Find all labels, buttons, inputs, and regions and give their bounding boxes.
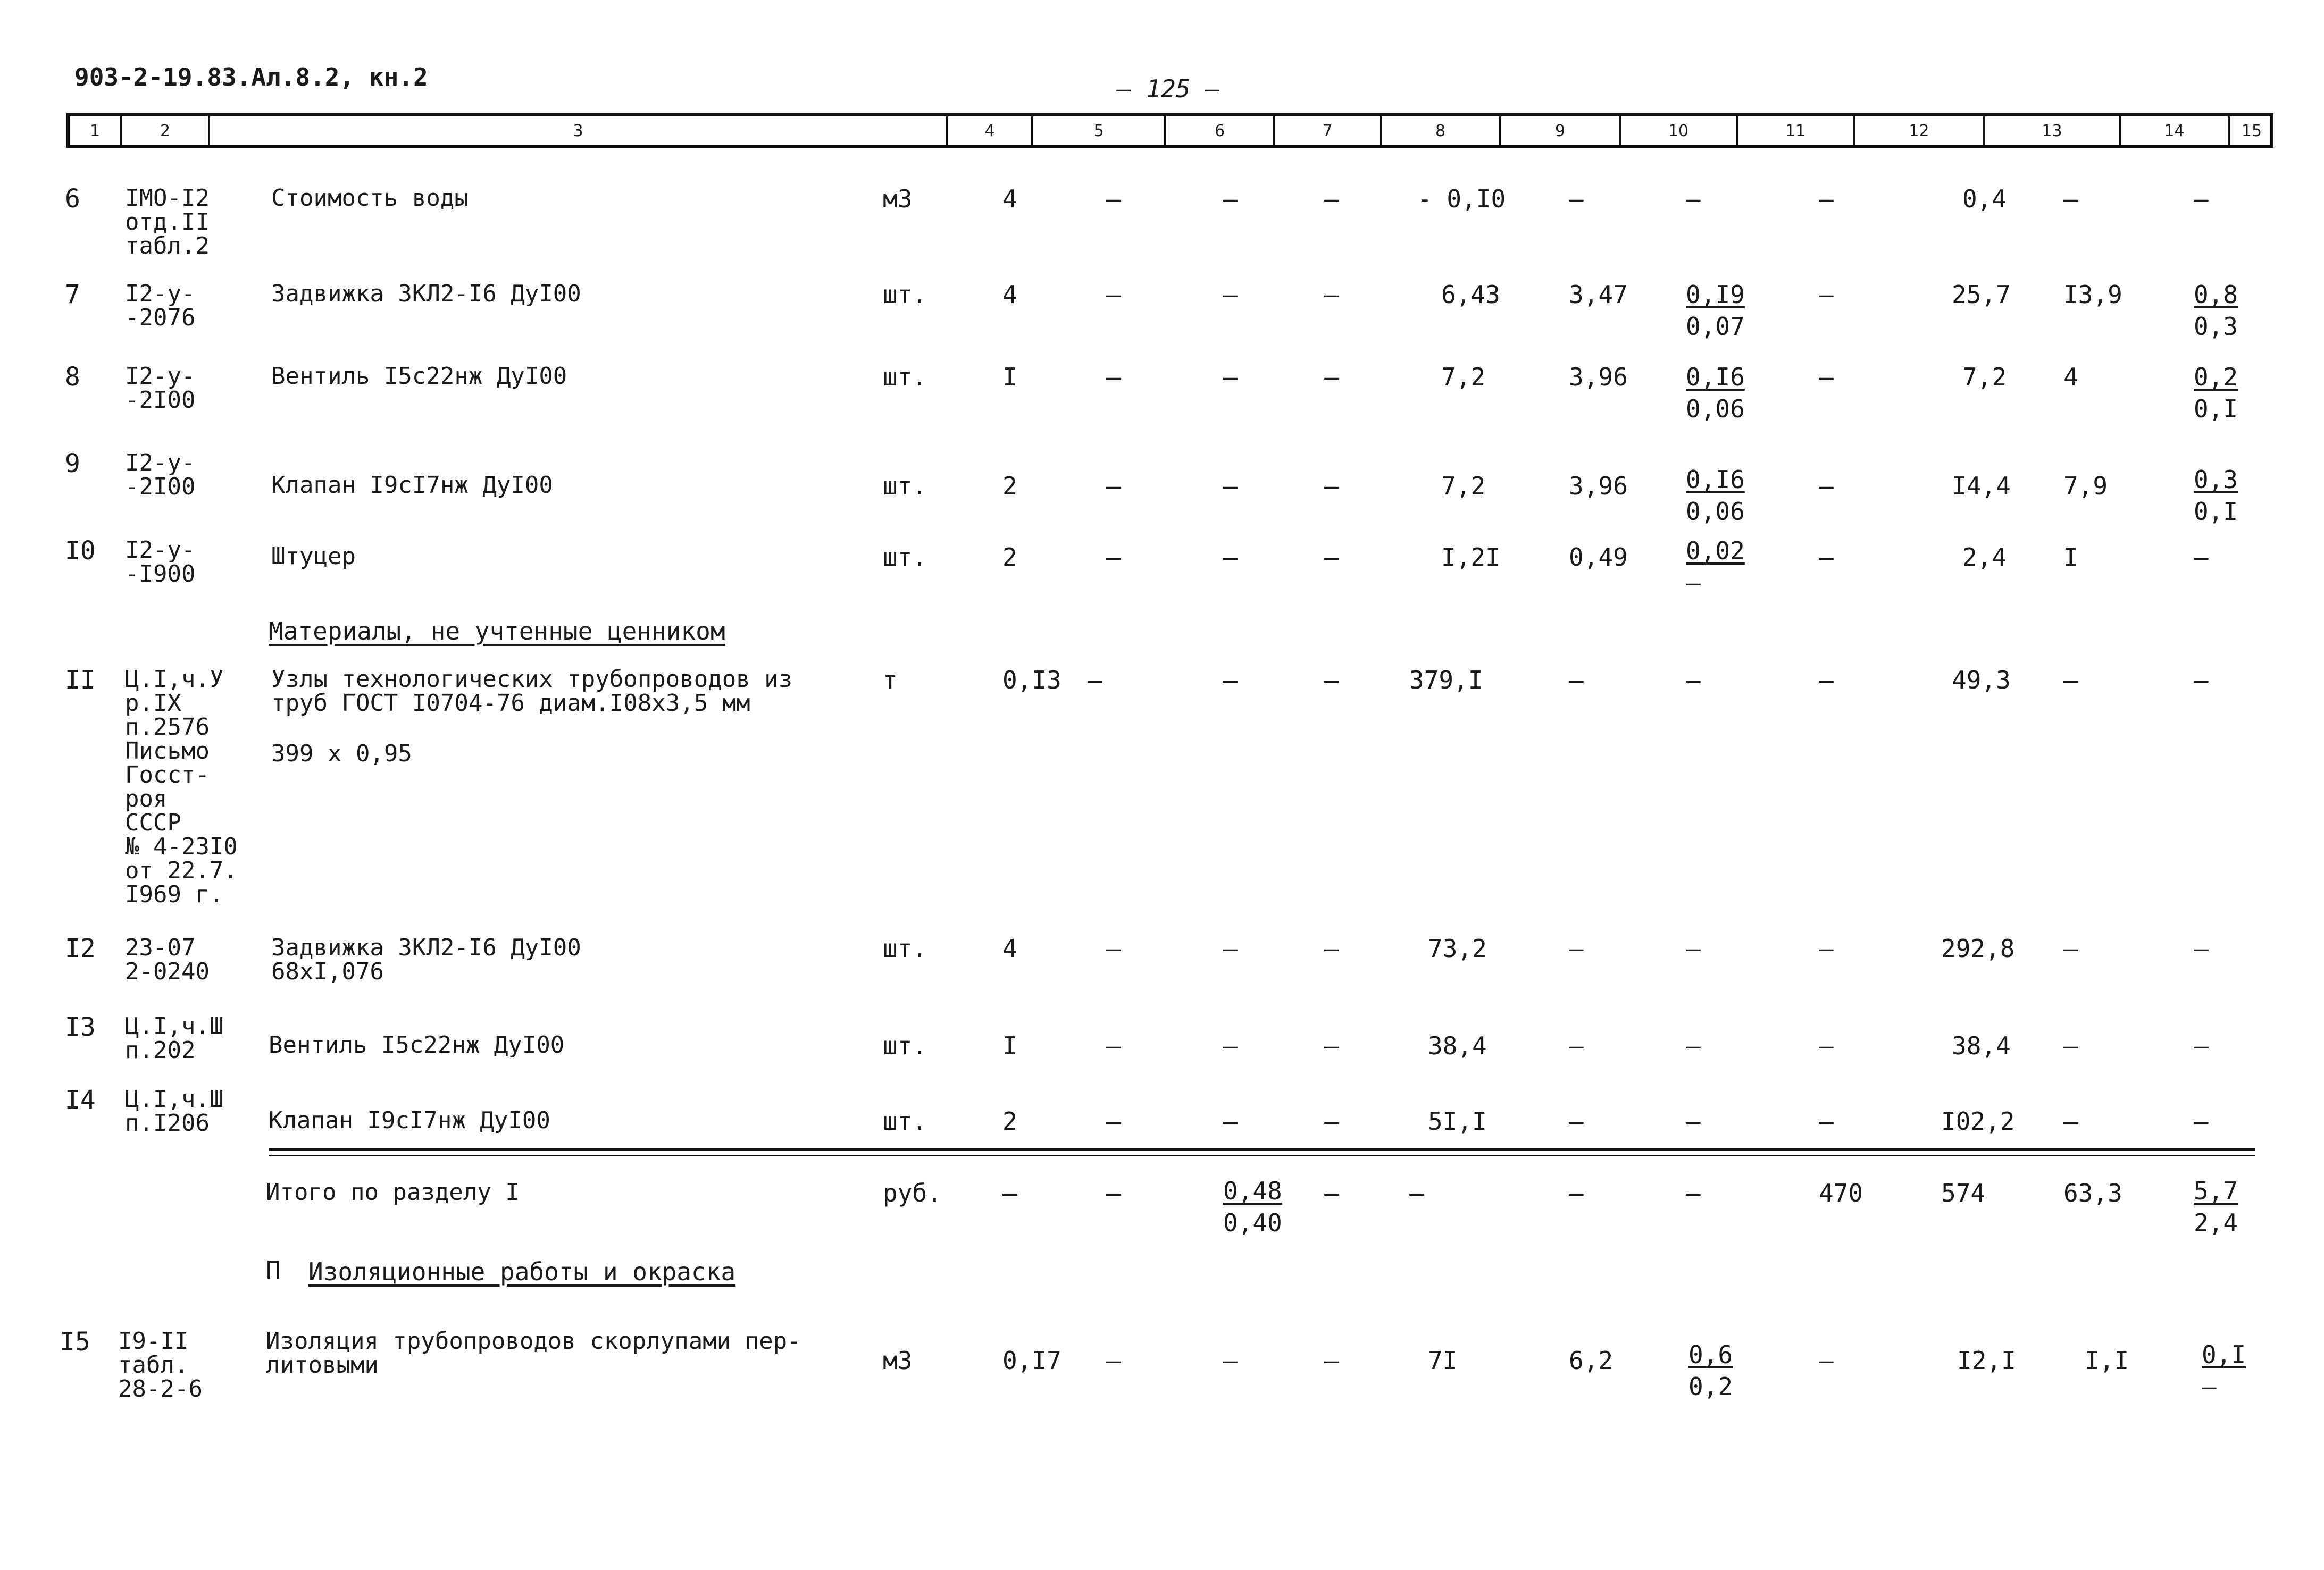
document-code: 903-2-19.83.Ал.8.2, кн.2	[74, 63, 428, 91]
col-header-3: 3	[208, 116, 946, 145]
cell-col13: I4,4	[1952, 472, 2011, 500]
cell-col13: 38,4	[1952, 1031, 2011, 1060]
divider-line	[269, 1155, 2255, 1156]
cell-col7: –	[1223, 1346, 1238, 1375]
cell-col14: I,I	[2085, 1346, 2129, 1375]
col-header-6: 6	[1164, 116, 1273, 145]
row-reference: Ц.I,ч.Ш п.I206	[125, 1086, 224, 1137]
row-reference: I2-у- -I900	[125, 536, 196, 587]
cell-col14: 63,3	[2063, 1179, 2122, 1207]
row-reference: I2-у- -2I00	[125, 363, 196, 414]
row-name: Штуцер	[271, 543, 356, 570]
cell-col11-fraction	[1686, 279, 1745, 342]
cell-col8: –	[1324, 472, 1339, 500]
cell-col15: –	[2194, 934, 2209, 963]
cell-col10: 3,96	[1569, 363, 1628, 391]
row-reference: Ц.I,ч.Ш п.202	[125, 1013, 224, 1064]
section-title: Изоляционные работы и окраска	[308, 1257, 736, 1286]
cell-col12: 470	[1819, 1179, 1863, 1207]
fraction-top: 0,6	[1688, 1340, 1733, 1369]
cell-col14: –	[2063, 184, 2078, 213]
cell-col8: –	[1324, 1107, 1339, 1136]
cell-col14: I3,9	[2063, 280, 2122, 309]
fraction-bottom: 0,07	[1686, 312, 1745, 341]
cell-col8: –	[1324, 1031, 1339, 1060]
cell-col6: –	[1106, 472, 1121, 500]
col-header-10: 10	[1619, 116, 1736, 145]
cell-col10: –	[1569, 666, 1584, 694]
row-unit: шт.	[883, 280, 927, 309]
fraction-bottom: 0,I	[2194, 394, 2238, 423]
fraction-top: 5,7	[2194, 1177, 2238, 1205]
cell-col9: 6,43	[1441, 280, 1500, 309]
row-name: Клапан I9сI7нж ДуI00	[269, 1107, 550, 1134]
fraction-top: 0,I6	[1686, 465, 1745, 494]
cell-col14: 7,9	[2063, 472, 2108, 500]
cell-col12: –	[1819, 1031, 1834, 1060]
cell-col11: –	[1686, 1107, 1701, 1136]
fraction-top: 0,I9	[1686, 280, 1745, 309]
cell-col14: –	[2063, 934, 2078, 963]
cell-col11: –	[1686, 1179, 1701, 1207]
cell-col12: –	[1819, 472, 1834, 500]
cell-col12: –	[1819, 1346, 1834, 1375]
cell-col10: –	[1569, 1107, 1584, 1136]
row-name: Вентиль I5с22нж ДуI00	[271, 363, 567, 390]
fraction-bottom: 0,I	[2194, 497, 2238, 526]
cell-col15: –	[2194, 666, 2209, 694]
fraction-bottom: 0,3	[2194, 312, 2238, 341]
row-quantity: I	[1002, 1031, 1017, 1060]
cell-col7: –	[1223, 543, 1238, 572]
cell-col8: –	[1324, 1179, 1339, 1207]
cell-col13: 25,7	[1952, 280, 2011, 309]
row-number: 6	[65, 184, 80, 214]
cell-col9: 7I	[1428, 1346, 1458, 1375]
cell-col7: –	[1223, 1031, 1238, 1060]
cell-col10: 3,47	[1569, 280, 1628, 309]
cell-col7-fraction	[1223, 1175, 1282, 1239]
fraction-bottom: –	[1686, 568, 1701, 597]
row-number: II	[65, 665, 96, 695]
row-reference: Ц.I,ч.У р.IХ п.2576 Письмо Госст- роя СССР № 4-23I0 от 22.7. I969 г.	[125, 666, 238, 908]
row-quantity: 4	[1002, 184, 1017, 213]
cell-col13: I02,2	[1941, 1107, 2015, 1136]
cell-col7: –	[1223, 280, 1238, 309]
cell-col15-fraction	[2194, 279, 2238, 342]
cell-col7: –	[1223, 934, 1238, 963]
col-header-14: 14	[2119, 116, 2228, 145]
cell-col10: –	[1569, 1031, 1584, 1060]
cell-col9: 5I,I	[1428, 1107, 1487, 1136]
cell-col8: –	[1324, 543, 1339, 572]
cell-col14: –	[2063, 666, 2078, 694]
cell-col11: –	[1686, 1031, 1701, 1060]
row-quantity: I	[1002, 363, 1017, 391]
row-quantity: 2	[1002, 1107, 1017, 1136]
cell-col10: 3,96	[1569, 472, 1628, 500]
row-unit: т	[883, 666, 898, 694]
row-unit: шт.	[883, 1107, 927, 1136]
row-name: Стоимость воды	[271, 184, 469, 212]
row-unit: шт.	[883, 363, 927, 391]
page-number: — 125 —	[1117, 74, 1220, 103]
fraction-bottom: 0,2	[1688, 1372, 1733, 1401]
fraction-bottom: 0,06	[1686, 497, 1745, 526]
cell-col10: 6,2	[1569, 1346, 1614, 1375]
cell-col13: 0,4	[1962, 184, 2007, 213]
cell-col7: –	[1223, 472, 1238, 500]
row-unit: шт.	[883, 543, 927, 572]
cell-col6: –	[1106, 1179, 1121, 1207]
cell-col11: –	[1686, 666, 1701, 694]
cell-col7: –	[1223, 666, 1238, 694]
row-number: I3	[65, 1012, 96, 1042]
fraction-top: 0,I	[2202, 1340, 2246, 1369]
materials-section-title: Материалы, не учтенные ценником	[269, 617, 725, 645]
cell-col12: –	[1819, 363, 1834, 391]
cell-col15-fraction	[2194, 1175, 2238, 1239]
row-unit: шт.	[883, 934, 927, 963]
row-name-line3: 399 х 0,95	[271, 740, 412, 767]
cell-col9: I,2I	[1441, 543, 1500, 572]
cell-col9: 7,2	[1441, 363, 1486, 391]
col-header-1: 1	[89, 122, 101, 140]
cell-col12: –	[1819, 666, 1834, 694]
row-name: Задвижка 3КЛ2-I6 ДуI00	[271, 280, 581, 307]
cell-col14: 4	[2063, 363, 2078, 391]
row-quantity: 4	[1002, 934, 1017, 963]
fraction-bottom: 0,06	[1686, 394, 1745, 423]
cell-col10: –	[1569, 1179, 1584, 1207]
column-header-row	[66, 113, 2273, 148]
cell-col15: –	[2194, 1107, 2209, 1136]
fraction-top: 0,8	[2194, 280, 2238, 309]
row-number: I4	[65, 1085, 96, 1115]
row-reference: 23-07 2-0240	[125, 934, 210, 985]
cell-col6: –	[1106, 934, 1121, 963]
cell-col13: 292,8	[1941, 934, 2015, 963]
cell-col11: –	[1686, 184, 1701, 213]
row-number: I2	[65, 934, 96, 963]
row-quantity: 4	[1002, 280, 1017, 309]
divider-line	[269, 1148, 2255, 1151]
cell-col6: –	[1106, 1107, 1121, 1136]
row-reference: IМО-I2 отд.II табл.2	[125, 184, 210, 259]
row-name-line1: Изоляция трубопроводов скорлупами пер-	[266, 1328, 801, 1355]
col-header-11: 11	[1736, 116, 1853, 145]
cell-col8: –	[1324, 934, 1339, 963]
cell-col6: –	[1106, 543, 1121, 572]
row-unit: шт.	[883, 472, 927, 500]
row-name-line2: 68хI,076	[271, 958, 384, 985]
row-name-line1: Задвижка 3КЛ2-I6 ДуI00	[271, 934, 581, 961]
row-number: 9	[65, 449, 80, 478]
row-reference: I9-II табл. 28-2-6	[118, 1328, 203, 1403]
row-name: Клапан I9сI7нж ДуI00	[271, 472, 553, 499]
cell-col11-fraction	[1688, 1339, 1733, 1403]
cell-col12: –	[1819, 543, 1834, 572]
col-header-15: 15	[2228, 116, 2273, 145]
cell-col15: –	[2194, 1031, 2209, 1060]
cell-col6: –	[1106, 1031, 1121, 1060]
cell-col9: 7,2	[1441, 472, 1486, 500]
row-quantity: 0,I7	[1002, 1346, 1061, 1375]
cell-col8: –	[1324, 666, 1339, 694]
fraction-top: 0,02	[1686, 536, 1745, 565]
cell-col8: –	[1324, 1346, 1339, 1375]
cell-col13: 49,3	[1952, 666, 2011, 694]
cell-col9: 38,4	[1428, 1031, 1487, 1060]
cell-col8: –	[1324, 363, 1339, 391]
cell-col10: –	[1569, 184, 1584, 213]
cell-col10: 0,49	[1569, 543, 1628, 572]
cell-col14: –	[2063, 1031, 2078, 1060]
row-name: Вентиль I5с22нж ДуI00	[269, 1031, 565, 1059]
row-unit: м3	[883, 184, 913, 213]
col-header-13: 13	[1983, 116, 2119, 145]
cell-col8: –	[1324, 280, 1339, 309]
cell-col6: –	[1088, 666, 1102, 694]
col-header-8: 8	[1380, 116, 1499, 145]
row-unit: шт.	[883, 1031, 927, 1060]
cell-col7: –	[1223, 184, 1238, 213]
row-number: 8	[65, 362, 80, 392]
row-quantity: 0,I3	[1002, 666, 1061, 694]
col-header-7: 7	[1273, 116, 1380, 145]
total-label: Итого по разделу I	[266, 1179, 520, 1206]
col-header-4: 4	[946, 116, 1031, 145]
cell-col11: –	[1686, 934, 1701, 963]
row-quantity: 2	[1002, 472, 1017, 500]
col-header-5: 5	[1031, 116, 1164, 145]
row-name-line1: Узлы технологических трубопроводов из	[271, 666, 793, 693]
cell-col6: –	[1106, 363, 1121, 391]
section-number: П	[266, 1256, 281, 1284]
row-reference: I2-у- -2I00	[125, 449, 196, 500]
col-header-2: 2	[120, 116, 208, 145]
cell-col13: 7,2	[1962, 363, 2007, 391]
cell-col12: –	[1819, 934, 1834, 963]
cell-col14: –	[2063, 1107, 2078, 1136]
fraction-top: 0,3	[2194, 465, 2238, 494]
cell-col11-fraction	[1686, 535, 1745, 599]
cell-col6: –	[1106, 1346, 1121, 1375]
row-number: I0	[65, 536, 96, 566]
cell-col6: –	[1106, 184, 1121, 213]
row-name-line2: литовыми	[266, 1351, 379, 1379]
fraction-top: 0,48	[1223, 1177, 1282, 1205]
row-name-line2: труб ГОСТ I0704-76 диам.I08х3,5 мм	[271, 690, 750, 717]
row-number: 7	[65, 280, 80, 309]
fraction-bottom: –	[2202, 1372, 2217, 1401]
cell-col6: –	[1106, 280, 1121, 309]
cell-col9: 379,I	[1409, 666, 1483, 694]
fraction-bottom: 0,40	[1223, 1208, 1282, 1237]
col-header-12: 12	[1853, 116, 1983, 145]
cell-col15-fraction	[2194, 361, 2238, 425]
cell-col11-fraction	[1686, 464, 1745, 527]
cell-col12: –	[1819, 280, 1834, 309]
cell-col14: I	[2063, 543, 2078, 572]
row-unit: м3	[883, 1346, 913, 1375]
cell-col11-fraction	[1686, 361, 1745, 425]
cell-col12: –	[1819, 1107, 1834, 1136]
cell-col10: –	[1569, 934, 1584, 963]
cell-col9: 73,2	[1428, 934, 1487, 963]
cell-col12: –	[1819, 184, 1834, 213]
cell-col13: 574	[1941, 1179, 1986, 1207]
cell-col13: I2,I	[1957, 1346, 2016, 1375]
row-unit: руб.	[883, 1179, 942, 1207]
fraction-bottom: 2,4	[2194, 1208, 2238, 1237]
fraction-top: 0,2	[2194, 363, 2238, 391]
col-header-9: 9	[1499, 116, 1619, 145]
cell-col15-fraction	[2194, 464, 2238, 527]
cell-col9: –	[1409, 1179, 1424, 1207]
row-quantity: –	[1002, 1179, 1017, 1207]
fraction-top: 0,I6	[1686, 363, 1745, 391]
cell-col8: –	[1324, 184, 1339, 213]
cell-col15: –	[2194, 184, 2209, 213]
cell-col9: - 0,I0	[1417, 184, 1506, 213]
cell-col7: –	[1223, 1107, 1238, 1136]
cell-col13: 2,4	[1962, 543, 2007, 572]
cell-col15-fraction	[2202, 1339, 2246, 1403]
cell-col7: –	[1223, 363, 1238, 391]
row-quantity: 2	[1002, 543, 1017, 572]
row-reference: I2-у- -2076	[125, 280, 196, 331]
cell-col15: –	[2194, 543, 2209, 572]
row-number: I5	[60, 1327, 90, 1357]
